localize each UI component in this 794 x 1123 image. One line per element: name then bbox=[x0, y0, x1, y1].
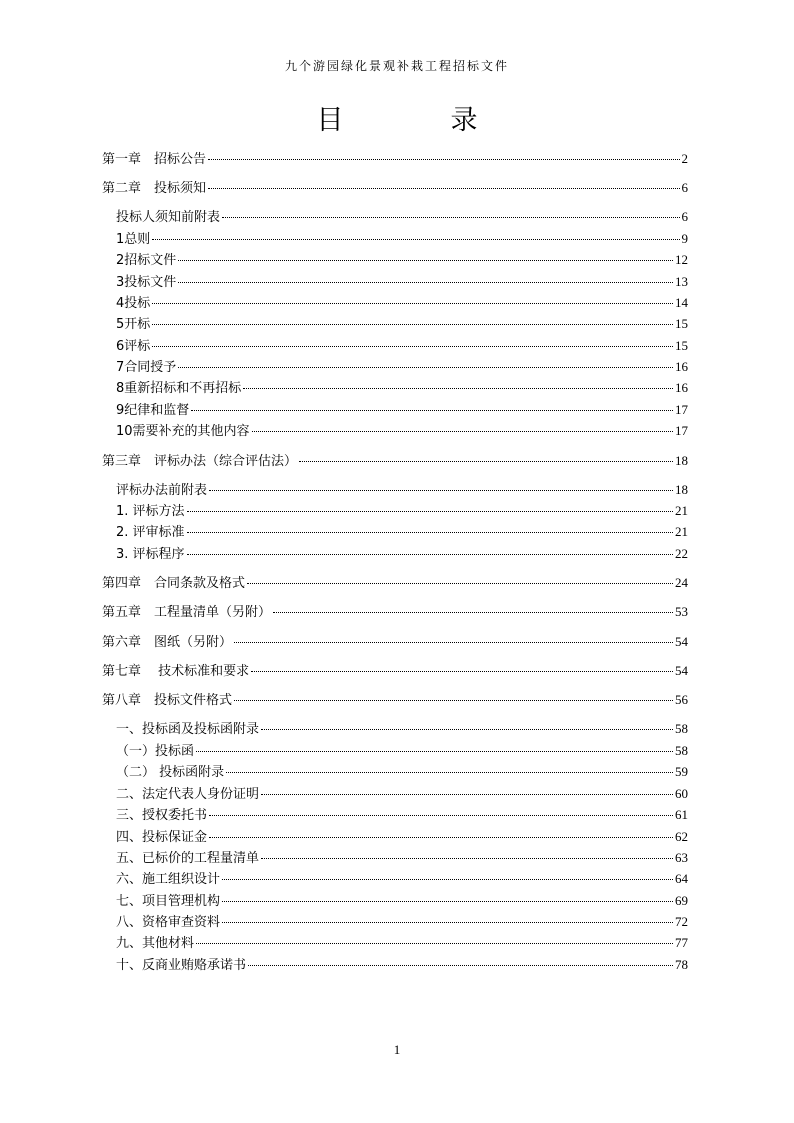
toc-label: 2招标文件 bbox=[116, 253, 177, 268]
page-header: 九个游园绿化景观补栽工程招标文件 bbox=[284, 59, 509, 73]
dot-leader bbox=[222, 217, 679, 218]
toc-page: 12 bbox=[675, 252, 688, 267]
toc-label: 六、施工组织设计 bbox=[116, 872, 221, 887]
toc-entry[interactable] bbox=[116, 911, 688, 930]
toc-label: 四、投标保证金 bbox=[116, 830, 208, 845]
toc-page: 63 bbox=[675, 850, 688, 865]
toc-label: 7合同授予 bbox=[116, 360, 177, 375]
toc-label: 第八章 投标文件格式 bbox=[102, 693, 233, 708]
toc-entry[interactable] bbox=[116, 228, 688, 247]
toc-page: 59 bbox=[675, 764, 688, 779]
toc-label: 第七章 技术标准和要求 bbox=[102, 664, 250, 679]
toc-page: 77 bbox=[675, 935, 688, 950]
dot-leader bbox=[196, 943, 673, 944]
toc-entry[interactable] bbox=[116, 292, 688, 311]
toc-page: 15 bbox=[675, 338, 688, 353]
toc-page: 13 bbox=[675, 274, 688, 289]
toc-page: 64 bbox=[675, 871, 688, 886]
toc-page: 54 bbox=[675, 634, 688, 649]
toc-entry[interactable] bbox=[116, 521, 688, 540]
dot-leader bbox=[247, 583, 673, 584]
dot-leader bbox=[208, 159, 679, 160]
toc-label: 三、授权委托书 bbox=[116, 808, 208, 823]
dot-leader bbox=[187, 532, 673, 533]
toc-entry[interactable] bbox=[102, 572, 688, 591]
toc-page: 78 bbox=[675, 957, 688, 972]
toc-label: 1总则 bbox=[116, 232, 151, 247]
toc-entry[interactable] bbox=[102, 631, 688, 650]
toc-label: 第六章 图纸（另附） bbox=[102, 635, 233, 650]
dot-leader bbox=[273, 612, 673, 613]
toc-page: 15 bbox=[675, 316, 688, 331]
dot-leader bbox=[261, 858, 673, 859]
dot-leader bbox=[209, 490, 673, 491]
toc-entry[interactable] bbox=[116, 826, 688, 845]
toc-label: 十、反商业贿赂承诺书 bbox=[116, 958, 247, 973]
toc-entry[interactable] bbox=[116, 377, 688, 396]
toc-entry[interactable] bbox=[102, 148, 688, 167]
page-number: 1 bbox=[393, 1042, 401, 1057]
toc-entry[interactable] bbox=[116, 847, 688, 866]
toc-page: 24 bbox=[675, 575, 688, 590]
toc-label: 第一章 招标公告 bbox=[102, 152, 207, 167]
toc-label: 9纪律和监督 bbox=[116, 403, 190, 418]
dot-leader bbox=[222, 901, 673, 902]
toc-entry[interactable] bbox=[102, 450, 688, 469]
toc-label: （二） 投标函附录 bbox=[116, 765, 225, 780]
toc-label: 8重新招标和不再招标 bbox=[116, 381, 242, 396]
toc-page: 6 bbox=[681, 209, 688, 224]
toc-label: （一）投标函 bbox=[116, 744, 195, 759]
toc-entry[interactable] bbox=[116, 761, 688, 780]
toc-label: 第二章 投标须知 bbox=[102, 181, 207, 196]
toc-page: 18 bbox=[675, 453, 688, 468]
toc-entry[interactable] bbox=[102, 177, 688, 196]
dot-leader bbox=[178, 282, 673, 283]
dot-leader bbox=[152, 303, 673, 304]
dot-leader bbox=[178, 260, 673, 261]
toc-label: 10需要补充的其他内容 bbox=[116, 424, 250, 439]
toc-page: 62 bbox=[675, 829, 688, 844]
toc-entry[interactable] bbox=[116, 479, 688, 498]
toc-page: 56 bbox=[675, 692, 688, 707]
dot-leader bbox=[196, 751, 673, 752]
toc-label: 投标人须知前附表 bbox=[116, 210, 221, 225]
toc-label: 3. 评标程序 bbox=[116, 547, 185, 562]
toc-page: 17 bbox=[675, 423, 688, 438]
toc-label: 2. 评审标准 bbox=[116, 525, 185, 540]
toc-entry[interactable] bbox=[116, 954, 688, 973]
dot-leader bbox=[152, 346, 673, 347]
toc-page: 61 bbox=[675, 807, 688, 822]
toc-page: 2 bbox=[681, 151, 688, 166]
toc-entry[interactable] bbox=[116, 420, 688, 439]
toc-label: 第五章 工程量清单（另附） bbox=[102, 605, 272, 620]
toc-label: 八、资格审查资料 bbox=[116, 915, 221, 930]
toc-entry[interactable] bbox=[116, 249, 688, 268]
dot-leader bbox=[209, 837, 673, 838]
toc-label: 一、投标函及投标函附录 bbox=[116, 722, 260, 737]
dot-leader bbox=[261, 729, 673, 730]
dot-leader bbox=[251, 671, 673, 672]
toc-entry[interactable] bbox=[116, 313, 688, 332]
dot-leader bbox=[234, 700, 673, 701]
toc-entry[interactable] bbox=[116, 783, 688, 802]
toc-page: 72 bbox=[675, 914, 688, 929]
toc-page: 54 bbox=[675, 663, 688, 678]
toc-entry[interactable] bbox=[116, 206, 688, 225]
toc-page: 58 bbox=[675, 743, 688, 758]
toc-page: 21 bbox=[675, 503, 688, 518]
dot-leader bbox=[187, 554, 673, 555]
toc-label: 第三章 评标办法（综合评估法） bbox=[102, 454, 298, 469]
toc-label: 3投标文件 bbox=[116, 275, 177, 290]
toc-entry[interactable] bbox=[116, 868, 688, 887]
dot-leader bbox=[152, 239, 679, 240]
toc-label: 6评标 bbox=[116, 339, 151, 354]
toc-page: 16 bbox=[675, 380, 688, 395]
dot-leader bbox=[299, 461, 673, 462]
toc-entry[interactable] bbox=[116, 335, 688, 354]
toc-entry[interactable] bbox=[116, 543, 688, 562]
dot-leader bbox=[191, 410, 673, 411]
dot-leader bbox=[243, 388, 673, 389]
dot-leader bbox=[222, 922, 673, 923]
page-title: 目 录 bbox=[316, 105, 518, 136]
toc-page: 16 bbox=[675, 359, 688, 374]
toc-entry[interactable] bbox=[116, 804, 688, 823]
toc-entry[interactable] bbox=[116, 271, 688, 290]
toc-page: 69 bbox=[675, 893, 688, 908]
toc-entry[interactable] bbox=[116, 718, 688, 737]
toc-label: 4投标 bbox=[116, 296, 151, 311]
toc-entry[interactable] bbox=[116, 932, 688, 951]
toc-page: 14 bbox=[675, 295, 688, 310]
toc-entry[interactable] bbox=[116, 399, 688, 418]
dot-leader bbox=[234, 642, 673, 643]
toc-entry[interactable] bbox=[102, 689, 688, 708]
dot-leader bbox=[261, 794, 673, 795]
toc-entry[interactable] bbox=[102, 660, 688, 679]
dot-leader bbox=[187, 511, 673, 512]
toc-page: 9 bbox=[681, 231, 688, 246]
toc-page: 60 bbox=[675, 786, 688, 801]
dot-leader bbox=[208, 188, 679, 189]
toc-label: 五、已标价的工程量清单 bbox=[116, 851, 260, 866]
dot-leader bbox=[152, 324, 673, 325]
toc-label: 5开标 bbox=[116, 317, 151, 332]
dot-leader bbox=[248, 965, 673, 966]
dot-leader bbox=[178, 367, 673, 368]
toc-page: 21 bbox=[675, 524, 688, 539]
toc-page: 18 bbox=[675, 482, 688, 497]
toc-entry[interactable] bbox=[116, 356, 688, 375]
toc-entry[interactable] bbox=[116, 890, 688, 909]
toc-label: 二、法定代表人身份证明 bbox=[116, 787, 260, 802]
toc-page: 6 bbox=[681, 180, 688, 195]
dot-leader bbox=[226, 772, 673, 773]
toc-label: 九、其他材料 bbox=[116, 936, 195, 951]
toc-page: 53 bbox=[675, 604, 688, 619]
dot-leader bbox=[209, 815, 673, 816]
dot-leader bbox=[222, 879, 673, 880]
toc-page: 58 bbox=[675, 721, 688, 736]
toc-page: 22 bbox=[675, 546, 688, 561]
toc-entry[interactable] bbox=[116, 740, 688, 759]
toc-page: 17 bbox=[675, 402, 688, 417]
toc-label: 七、项目管理机构 bbox=[116, 894, 221, 909]
toc-entry[interactable] bbox=[116, 500, 688, 519]
toc-label: 1. 评标方法 bbox=[116, 504, 185, 519]
toc-label: 评标办法前附表 bbox=[116, 483, 208, 498]
dot-leader bbox=[252, 431, 673, 432]
toc-label: 第四章 合同条款及格式 bbox=[102, 576, 246, 591]
toc-entry[interactable] bbox=[102, 601, 688, 620]
